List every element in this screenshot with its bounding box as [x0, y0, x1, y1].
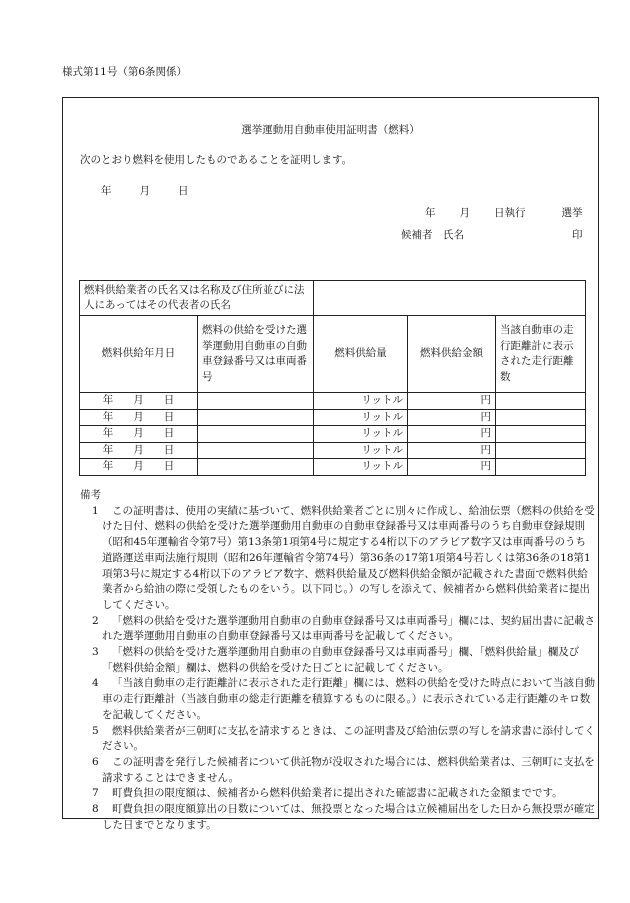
row-distance [496, 442, 586, 459]
election-day-held: 日執行 [494, 207, 526, 219]
row-amount: リットル [314, 442, 408, 459]
note-item [80, 786, 596, 802]
election-date-line [425, 205, 583, 220]
note-text: 「燃料の供給を受けた選挙運動用自動車の自動車登録番号又は車両番号」欄には、契約届出書に記載された選挙運動用自動車の自動車登録番号又は車両番号を記載してください。 [102, 614, 595, 643]
note-item [80, 504, 596, 614]
col-price-header: 燃料供給金額 [408, 316, 496, 393]
fuel-table [79, 280, 586, 476]
row-amount: リットル [314, 393, 408, 410]
issue-date [101, 183, 189, 198]
note-number: 4 [92, 677, 99, 690]
row-date: 年 月 日 [80, 442, 198, 459]
note-number: 1 [92, 504, 99, 517]
supplier-row [80, 281, 586, 316]
note-number: 8 [92, 803, 99, 816]
table-header-row [80, 316, 586, 393]
col-distance-header: 当該自動車の走行距離計に表示された走行距離数 [496, 316, 586, 393]
note-text: 「燃料の供給を受けた選挙運動用自動車の自動車登録番号又は車両番号」欄、「燃料供給量」欄及び「燃料供給金額」欄は、燃料の供給を受けた日ごとに記載してください。 [102, 646, 580, 674]
table-row [80, 459, 586, 476]
notes-heading: 備考 [80, 489, 101, 501]
table-row [80, 426, 586, 443]
row-date: 年 月 日 [80, 409, 198, 426]
note-text: 燃料供給業者が三朝町に支払を請求するときは、この証明書及び給油伝票の写しを請求書に添付してください。 [102, 724, 595, 753]
note-number: 5 [92, 724, 99, 737]
row-vehicle [198, 393, 314, 410]
note-item [80, 755, 596, 786]
note-item [80, 724, 596, 755]
row-distance [496, 426, 586, 443]
notes-section [80, 488, 596, 833]
row-date: 年 月 日 [80, 426, 198, 443]
row-date: 年 月 日 [80, 459, 198, 476]
note-text: この証明書を発行した候補者について供託物が没収された場合には、燃料供給業者は、三朝町に支払を請求することはできません。 [102, 755, 595, 784]
col-date-header: 燃料供給年月日 [80, 316, 198, 393]
note-number: 3 [92, 646, 99, 659]
row-distance [496, 459, 586, 476]
row-amount: リットル [314, 409, 408, 426]
note-number: 7 [92, 787, 99, 800]
row-distance [496, 409, 586, 426]
issue-date-year: 年 [101, 185, 112, 197]
note-item [80, 676, 596, 723]
candidate-line [401, 227, 583, 242]
row-vehicle [198, 459, 314, 476]
note-item [80, 802, 596, 833]
row-date: 年 月 日 [80, 393, 198, 410]
row-amount: リットル [314, 459, 408, 476]
col-amount-header: 燃料供給量 [314, 316, 408, 393]
row-price: 円 [408, 409, 496, 426]
issue-date-month: 月 [139, 185, 150, 197]
note-item [80, 614, 596, 645]
certification-statement: 次のとおり燃料を使用したものであることを証明します。 [80, 154, 353, 166]
document-title: 選挙運動用自動車使用証明書（燃料） [241, 124, 420, 136]
row-price: 円 [408, 442, 496, 459]
issue-date-day: 日 [178, 185, 189, 197]
election-year: 年 [425, 207, 436, 219]
note-number: 2 [92, 614, 99, 627]
note-item [80, 645, 596, 676]
row-vehicle [198, 409, 314, 426]
col-vehicle-header: 燃料の供給を受けた選挙運動用自動車の自動車登録番号又は車両番号 [198, 316, 314, 393]
seal-mark: 印 [572, 229, 583, 241]
candidate-name-label: 候補者 氏名 [401, 229, 464, 241]
note-text: この証明書は、使用の実績に基づいて、燃料供給業者ごとに別々に作成し、給油伝票（燃料の供給を受けた日付、燃料の供給を受けた選挙運動用自動車の自動車登録番号又は車両番号のうち自動車登録規則（昭和45年運輸省令第7号）第13条第1項第4号に規定する4桁以下のアラビア数字又は車両番号のうち道路運送車両法施行規則（昭和26年運輸省令第74号）第36条の17第1項第4号若しくは第36条の18第1項第3号に規定する4桁以下のアラビア数字、燃料供給量及び燃料供給金額が記載された書面で燃料供給業者から給油の際に受領したものをいう。以下同じ。）の写しを添えて、候補者から燃料供給業者に提出してください。 [102, 504, 595, 611]
row-price: 円 [408, 426, 496, 443]
note-number: 6 [92, 755, 99, 768]
row-amount: リットル [314, 426, 408, 443]
note-text: 町費負担の限度額は、候補者から燃料供給業者に提出された確認書に記載された金額までです。 [112, 787, 563, 800]
row-price: 円 [408, 393, 496, 410]
supplier-label: 燃料供給業者の氏名又は名称及び住所並びに法人にあってはその代表者の氏名 [80, 281, 314, 316]
note-text: 「当該自動車の走行距離計に表示された走行距離」欄には、燃料の供給を受けた時点において当該自動車の走行距離計（当該自動車の総走行距離を積算するものに限る。）に表示されている走行距離のキロ数を記載してください。 [102, 677, 595, 721]
row-price: 円 [408, 459, 496, 476]
table-row [80, 409, 586, 426]
row-vehicle [198, 442, 314, 459]
row-vehicle [198, 426, 314, 443]
election-label: 選挙 [561, 207, 583, 219]
election-month: 月 [459, 207, 470, 219]
note-text: 町費負担の限度額算出の日数については、無投票となった場合は立候補届出をした日から無投票が確定した日までとなります。 [102, 803, 595, 831]
supplier-value [314, 281, 586, 316]
row-distance [496, 393, 586, 410]
table-row [80, 393, 586, 410]
table-row [80, 442, 586, 459]
form-number: 様式第11号（第6条関係） [62, 66, 188, 78]
